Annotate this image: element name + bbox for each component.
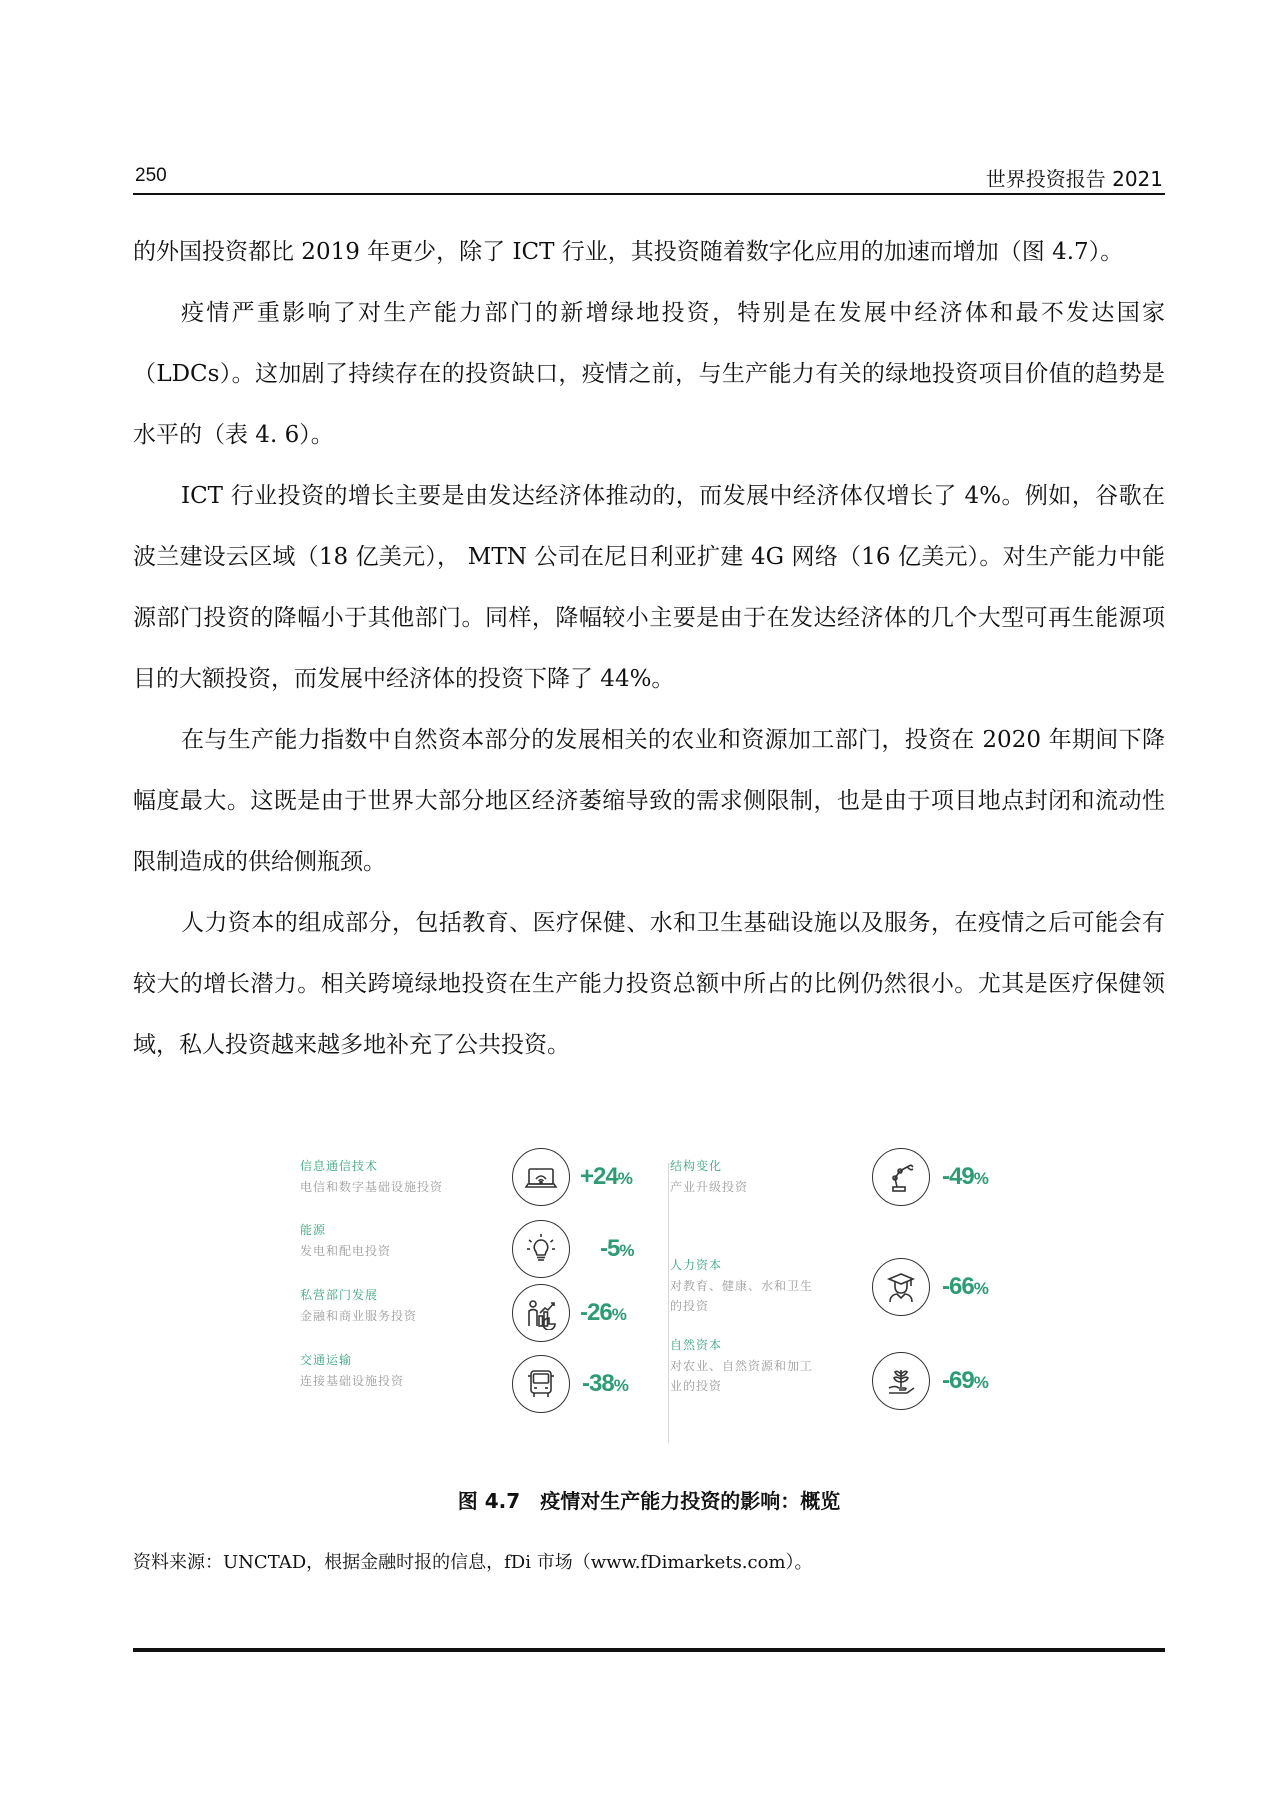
figure-item-value — [942, 1367, 988, 1395]
figure-item-value — [582, 1370, 628, 1398]
figure-4-7 — [300, 1155, 1060, 1455]
lightbulb-icon — [512, 1220, 570, 1278]
paragraph: 的外国投资都比 2019 年更少，除了 ICT 行业，其投资随着数字化应用的加速而增加（图 4.7）。 — [133, 239, 1124, 265]
footer-rule — [133, 1648, 1165, 1652]
figure-item-subtitle: 电信和数字基础设施投资 — [300, 1180, 444, 1194]
value-unit: % — [973, 1279, 988, 1298]
figure-item-category: 自然资本 — [670, 1338, 723, 1352]
paragraph: ICT 行业投资的增长主要是由发达经济体推动的，而发展中经济体仅增长了 4%。例如，谷歌在波兰建设云区域（18 亿美元）， MTN 公司在尼日利亚扩建 4G 网络（16 亿美元）。对生产能力中能源部门投资的降幅小于其他部门。同样，降幅较小主要是由于在发达经济体的几个大型可再生能源项目的大额投资，而发展中经济体的投资下降了 44%。 — [133, 483, 1165, 692]
bus-icon — [512, 1355, 570, 1413]
value-unit: % — [973, 1169, 988, 1188]
paragraph: 在与生产能力指数中自然资本部分的发展相关的农业和资源加工部门，投资在 2020 年期间下降幅度最大。这既是由于世界大部分地区经济萎缩导致的需求侧限制，也是由于项目地点封闭和流动性限制造成的供给侧瓶颈。 — [133, 727, 1165, 875]
page-header — [133, 163, 1165, 191]
graduate-icon — [872, 1258, 930, 1316]
figure-divider — [668, 1163, 669, 1443]
figure-item-value — [942, 1163, 988, 1191]
figure-item-value — [942, 1273, 988, 1301]
figure-item-value — [580, 1299, 626, 1327]
figure-item-category: 信息通信技术 — [300, 1159, 379, 1173]
figure-left-column — [300, 1155, 670, 1455]
figure-item-category: 能源 — [300, 1223, 327, 1237]
value-unit: % — [619, 1241, 634, 1260]
value-number: +24 — [580, 1163, 618, 1190]
source-note: 资料来源：UNCTAD，根据金融时报的信息，fDi 市场（www.fDimarkets.com）。 — [133, 1552, 813, 1573]
figure-item-subtitle: 发电和配电投资 — [300, 1244, 392, 1258]
figure-item-subtitle: 连接基础设施投资 — [300, 1374, 405, 1388]
value-number: -26 — [580, 1299, 612, 1326]
figure-item-subtitle: 产业升级投资 — [670, 1180, 749, 1194]
figure-caption: 图 4.7 疫情对生产能力投资的影响：概览 — [457, 1489, 841, 1513]
laptop-wifi-icon — [512, 1148, 570, 1206]
figure-item-category: 结构变化 — [670, 1159, 723, 1173]
value-number: -66 — [942, 1273, 974, 1300]
header-rule — [133, 193, 1165, 195]
body-text — [133, 222, 1165, 1076]
figure-item-value — [580, 1163, 632, 1191]
figure-item-subtitle: 金融和商业服务投资 — [300, 1309, 418, 1323]
figure-item-category: 私营部门发展 — [300, 1288, 379, 1302]
value-number: -38 — [582, 1370, 614, 1397]
figure-right-column — [670, 1155, 1060, 1455]
value-unit: % — [613, 1376, 628, 1395]
report-title: 世界投资报告 2021 — [985, 167, 1163, 191]
robot-arm-icon — [872, 1148, 930, 1206]
value-unit: % — [611, 1305, 626, 1324]
figure-item-value — [600, 1235, 633, 1263]
figure-item-category: 人力资本 — [670, 1258, 723, 1272]
page-number: 250 — [135, 165, 167, 186]
paragraph: 人力资本的组成部分，包括教育、医疗保健、水和卫生基础设施以及服务，在疫情之后可能会有较大的增长潜力。相关跨境绿地投资在生产能力投资总额中所占的比例仍然很小。尤其是医疗保健领域，私人投资越来越多地补充了公共投资。 — [133, 910, 1165, 1058]
figure-item-subtitle: 对农业、自然资源和加工业的投资 — [670, 1359, 814, 1393]
value-number: -69 — [942, 1367, 974, 1394]
value-number: -5 — [600, 1235, 620, 1262]
figure-item-category: 交通运输 — [300, 1353, 353, 1367]
plant-hand-icon — [872, 1352, 930, 1410]
value-unit: % — [617, 1169, 632, 1188]
figure-item-subtitle: 对教育、健康、水和卫生的投资 — [670, 1279, 814, 1313]
paragraph: 疫情严重影响了对生产能力部门的新增绿地投资，特别是在发展中经济体和最不发达国家（LDCs）。这加剧了持续存在的投资缺口，疫情之前，与生产能力有关的绿地投资项目价值的趋势是水平的（表 4. 6）。 — [133, 300, 1165, 448]
value-number: -49 — [942, 1163, 974, 1190]
business-chart-icon — [512, 1284, 570, 1342]
value-unit: % — [973, 1373, 988, 1392]
